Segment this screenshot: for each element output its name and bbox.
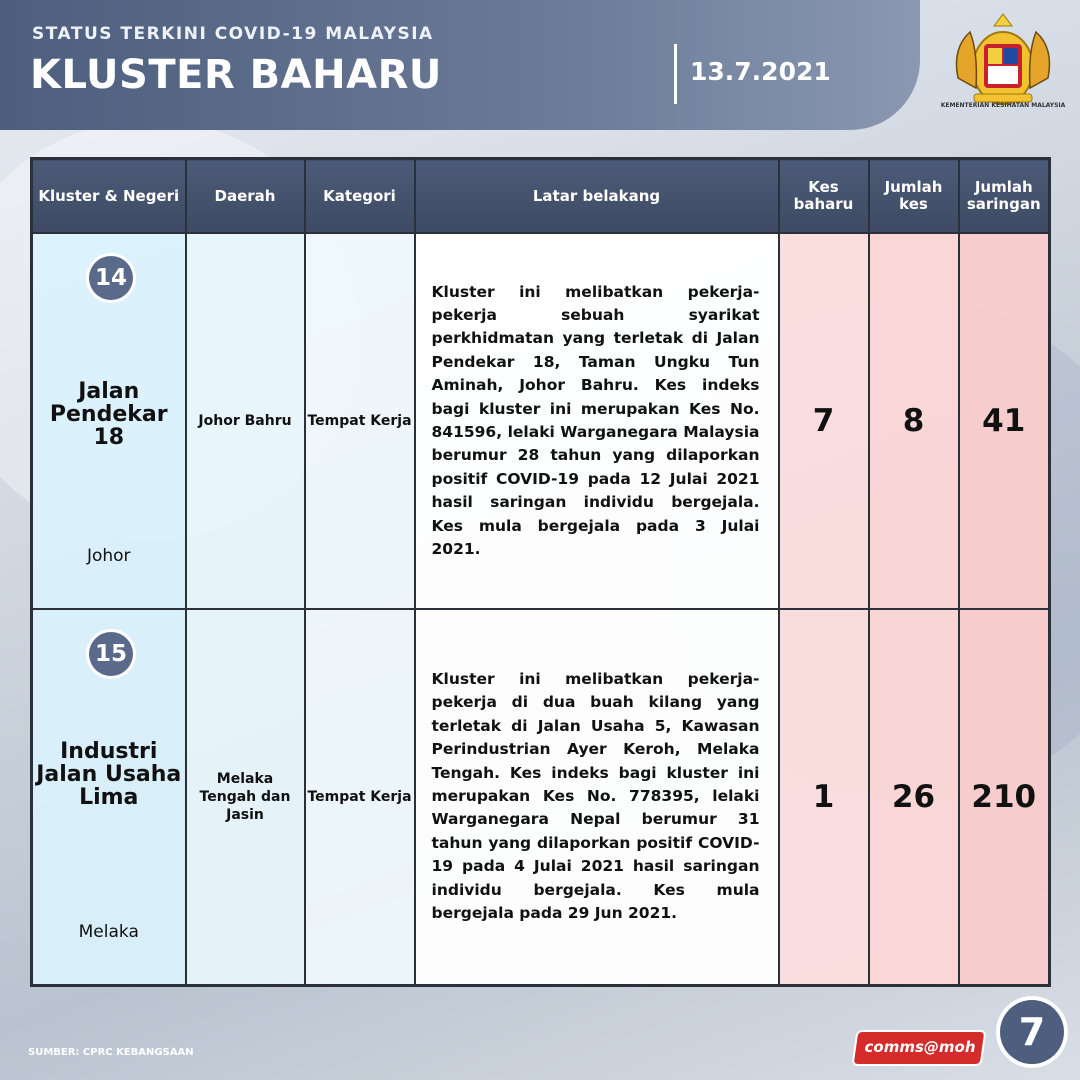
report-date: 13.7.2021 xyxy=(690,57,831,86)
header-jumlah-saringan: Jumlah saringan xyxy=(959,159,1050,234)
cluster-state: Johor xyxy=(86,546,131,566)
date-divider xyxy=(674,44,677,104)
latar-belakang-cell xyxy=(415,609,779,985)
kategori-cell: Tempat Kerja xyxy=(305,233,415,609)
jumlah-kes-value: 26 xyxy=(869,609,959,985)
header-daerah: Daerah xyxy=(186,159,305,234)
cluster-number-badge: 15 xyxy=(89,632,133,676)
header-kluster-negeri: Kluster & Negeri xyxy=(32,159,186,234)
latar-belakang-text: Kluster ini melibatkan pekerja-pekerja sebuah syarikat perkhidmatan yang terletak di Jalan Pendekar 18, Taman Ungku Tun Aminah, Johor Bahru. Kes indeks bagi kluster ini merupakan Kes No. 841596, lelaki Warganegara Malaysia berumur 28 tahun yang dilaporkan positif COVID-19 pada 12 Julai 2021 hasil saringan individu bergejala. Kes mula bergejala pada 3 Julai 2021. xyxy=(431,282,760,559)
kes-baharu-value: 1 xyxy=(779,609,869,985)
brand-label: comms@moh xyxy=(864,1038,976,1056)
kategori-cell: Tempat Kerja xyxy=(305,609,415,985)
ministry-crest-logo xyxy=(944,8,1062,128)
latar-belakang-cell xyxy=(415,233,779,609)
kluster-cell xyxy=(32,609,186,985)
cluster-name: Industri Jalan Usaha Lima xyxy=(36,739,182,810)
kes-baharu-value: 7 xyxy=(779,233,869,609)
header-jumlah-kes: Jumlah kes xyxy=(869,159,959,234)
cluster-number-badge: 14 xyxy=(89,256,133,300)
header-kategori: Kategori xyxy=(305,159,415,234)
table-header-row xyxy=(32,159,1050,234)
latar-belakang-text: Kluster ini melibatkan pekerja-pekerja di dua buah kilang yang terletak di Jalan Usaha 5, Kawasan Perindustrian Ayer Keroh, Melaka Tengah. Kes indeks bagi kluster ini merupakan Kes No. 778395, lelaki Warganegara Nepal berumur 31 tahun yang dilaporkan positif COVID-19 pada 4 Julai 2021 hasil saringan individu bergejala. Kes mula bergejala pada 29 Jun 2021. xyxy=(431,670,760,923)
header-kes-baharu: Kes baharu xyxy=(779,159,869,234)
daerah-cell: Melaka Tengah dan Jasin xyxy=(186,609,305,985)
cluster-table xyxy=(30,157,1051,987)
page-title: KLUSTER BAHARU xyxy=(30,52,442,98)
cluster-state: Melaka xyxy=(78,922,139,942)
ministry-caption: KEMENTERIAN KESIHATAN MALAYSIA xyxy=(940,102,1066,109)
table-row xyxy=(32,233,1050,609)
header-kicker: STATUS TERKINI COVID-19 MALAYSIA xyxy=(32,24,434,44)
cluster-name: Jalan Pendekar 18 xyxy=(49,379,168,450)
jumlah-saringan-value: 41 xyxy=(959,233,1050,609)
daerah-cell: Johor Bahru xyxy=(186,233,305,609)
page-number-badge: 7 xyxy=(1000,1000,1064,1064)
header-latar-belakang: Latar belakang xyxy=(415,159,779,234)
kluster-cell xyxy=(32,233,186,609)
source-note: SUMBER: CPRC KEBANGSAAN xyxy=(28,1047,194,1058)
table-row xyxy=(32,609,1050,985)
jumlah-kes-value: 8 xyxy=(869,233,959,609)
jumlah-saringan-value: 210 xyxy=(959,609,1050,985)
